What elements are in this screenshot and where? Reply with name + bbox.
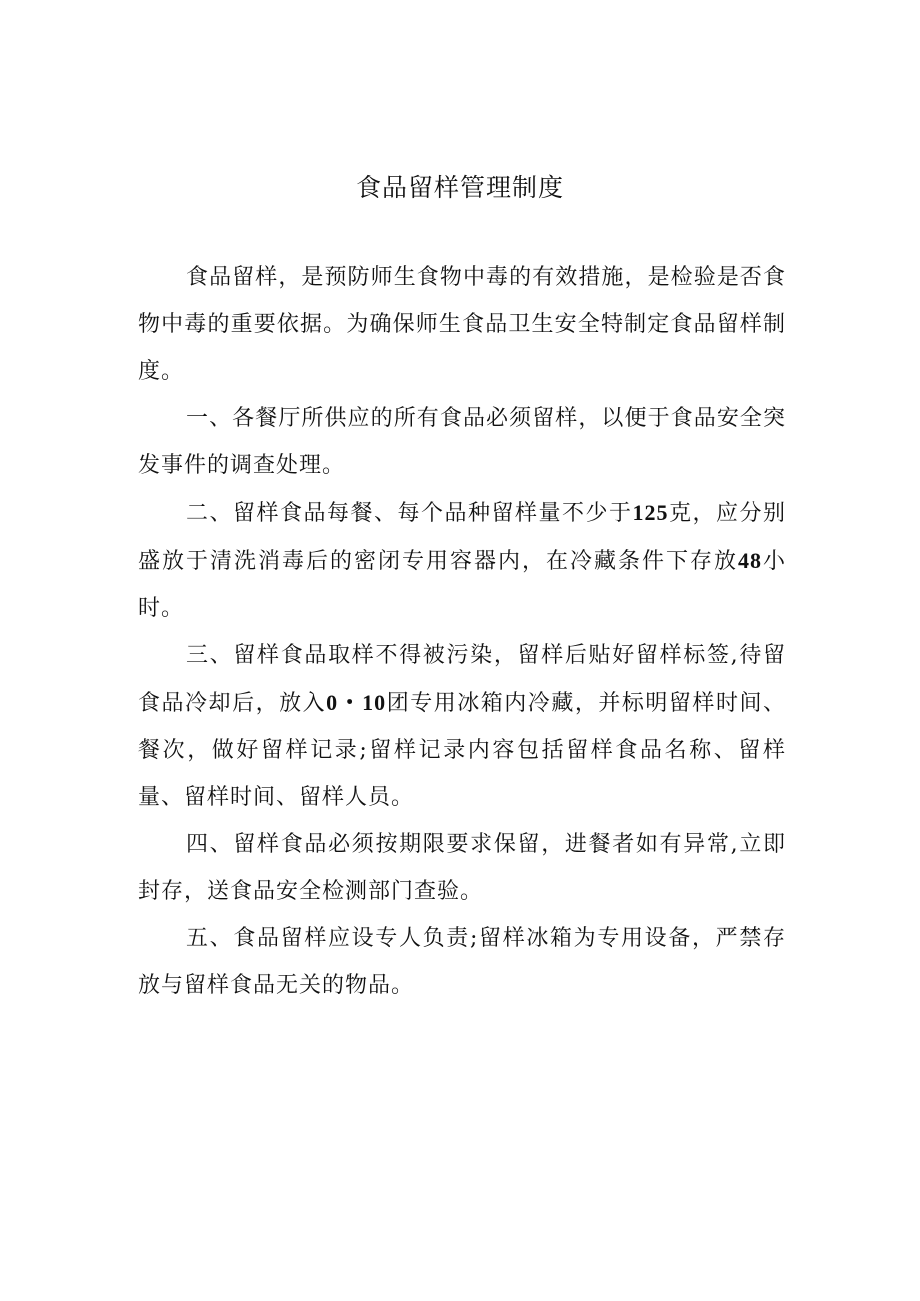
sample-weight-value: 125 <box>632 500 669 525</box>
temperature-range-value: 0・10 <box>326 690 387 715</box>
paragraph-item-5: 五、食品留样应设专人负责;留样冰箱为专用设备，严禁存放与留样食品无关的物品。 <box>138 926 786 998</box>
paragraph-item-3-part-2: 团专用冰箱内冷藏，并标明留样时间、餐次，做好留样记录;留样记录内容包括留样食品名称、留样量、留样时间、留样人员。 <box>138 691 786 810</box>
paragraph-intro: 食品留样，是预防师生食物中毒的有效措施，是检验是否食物中毒的重要依据。为确保师生食品卫生安全特制定食品留样制度。 <box>138 265 786 384</box>
paragraph-item-1: 一、各餐厅所供应的所有食品必须留样，以便于食品安全突发事件的调查处理。 <box>138 406 786 478</box>
paragraph-item-2 <box>138 489 786 632</box>
document-body <box>138 254 786 1009</box>
paragraph-item-3 <box>138 632 786 821</box>
paragraph-item-4: 四、留样食品必须按期限要求保留，进餐者如有异常,立即封存，送食品安全检测部门查验。 <box>138 832 786 904</box>
paragraph-item-2-part-3: 小时。 <box>138 549 786 621</box>
document-title: 食品留样管理制度 <box>355 173 564 202</box>
paragraph-item-3-part-1: 三、留样食品取样不得被污染，留样后贴好留样标签,待留食品冷却后，放入 <box>138 643 786 716</box>
paragraph-item-2-part-2: 克，应分别盛放于清洗消毒后的密闭专用容器内，在冷藏条件下存放 <box>138 501 786 574</box>
paragraph-item-2-part-1: 二、留样食品每餐、每个品种留样量不少于 <box>186 501 633 526</box>
storage-hours-value: 48 <box>737 548 762 573</box>
